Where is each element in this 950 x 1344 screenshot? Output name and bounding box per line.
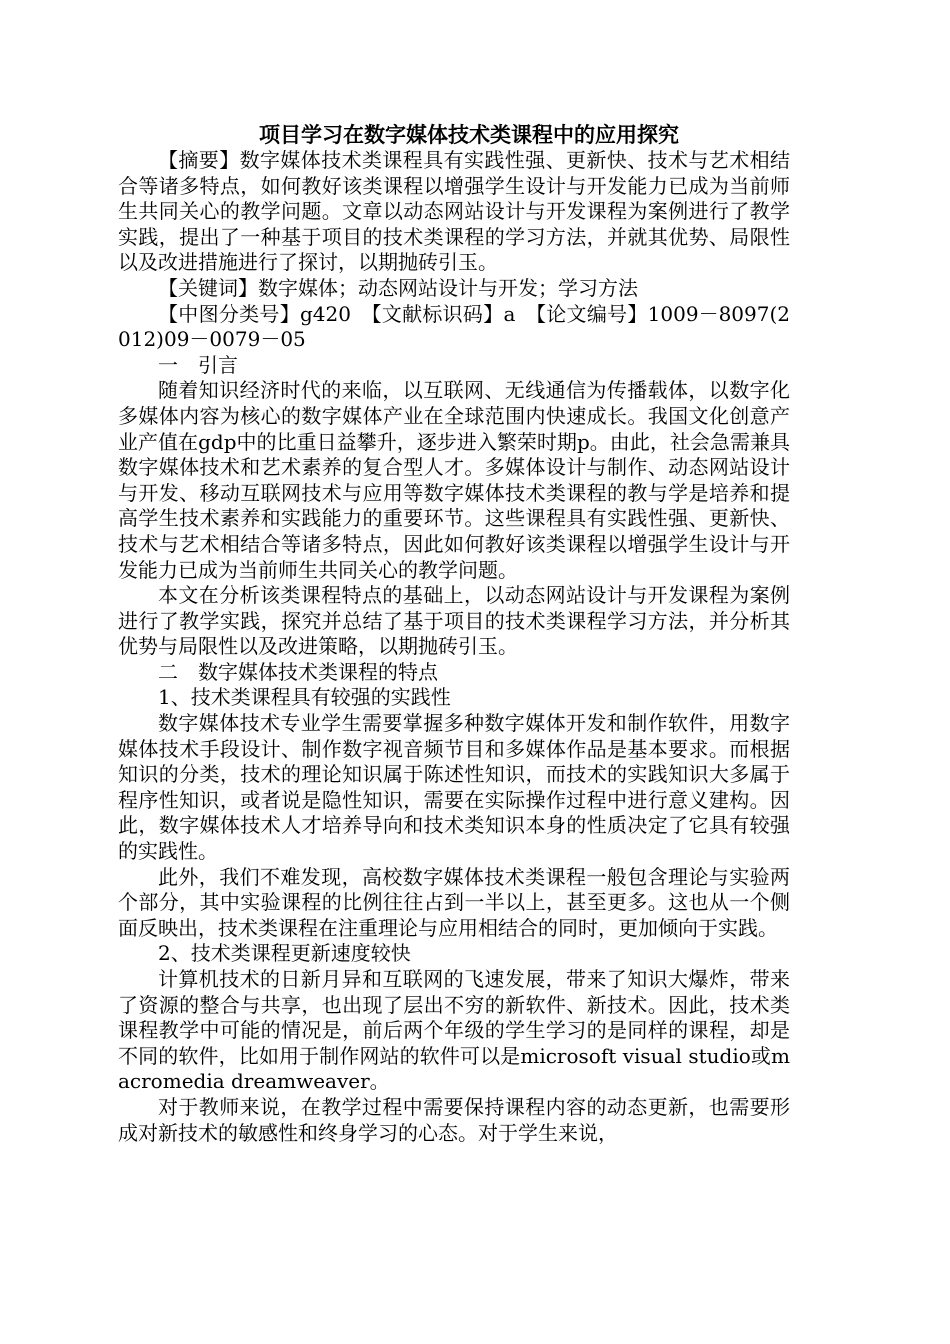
abstract-paragraph: 【摘要】数字媒体技术类课程具有实践性强、更新快、技术与艺术相结合等诸多特点，如何教好该类课程以增强学生设计与开发能力已成为当前师生共同关心的教学问题。文章以动态网站设计与开发课程为案例进行了教学实践，提出了一种基于项目的技术类课程的学习方法，并就其优势、局限性以及改进措施进行了探讨，以期抛砖引玉。: [118, 148, 790, 275]
keywords-paragraph: 【关键词】数字媒体；动态网站设计与开发；学习方法: [158, 275, 638, 300]
subsection-heading-update-speed: 2、技术类课程更新速度较快: [158, 941, 411, 966]
subsection-heading-practicality: 1、技术类课程具有较强的实践性: [158, 685, 451, 710]
body-paragraph: 数字媒体技术专业学生需要掌握多种数字媒体开发和制作软件，用数字媒体技术手段设计、制作数字视音频节目和多媒体作品是基本要求。而根据知识的分类，技术的理论知识属于陈述性知识，而技术的实践知识大多属于程序性知识，或者说是隐性知识，需要在实际操作过程中进行意义建构。因此，数字媒体技术人才培养导向和技术类知识本身的性质决定了它具有较强的实践性。: [118, 711, 790, 864]
body-paragraph: 计算机技术的日新月异和互联网的飞速发展，带来了知识大爆炸，带来了资源的整合与共享，也出现了层出不穷的新软件、新技术。因此，技术类课程教学中可能的情况是，前后两个年级的学生学习的是同样的课程，却是不同的软件，比如用于制作网站的软件可以是microsoft visual studio或macromedia dreamweaver。: [118, 967, 790, 1094]
body-paragraph: 此外，我们不难发现，高校数字媒体技术类课程一般包含理论与实验两个部分，其中实验课程的比例往往占到一半以上，甚至更多。这也从一个侧面反映出，技术类课程在注重理论与应用相结合的同时，更加倾向于实践。: [118, 864, 790, 940]
body-paragraph: 对于教师来说，在教学过程中需要保持课程内容的动态更新，也需要形成对新技术的敏感性和终身学习的心态。对于学生来说，: [118, 1094, 790, 1145]
section-heading-introduction: 一 引言: [158, 352, 238, 377]
body-paragraph: 本文在分析该类课程特点的基础上，以动态网站设计与开发课程为案例进行了教学实践，探究并总结了基于项目的技术类课程学习方法，并分析其优势与局限性以及改进策略，以期抛砖引玉。: [118, 583, 790, 659]
classification-paragraph: 【中图分类号】g420 【文献标识码】a 【论文编号】1009－8097(2012)09－0079－05: [118, 301, 790, 352]
document-title: 项目学习在数字媒体技术类课程中的应用探究: [259, 122, 679, 147]
document-page: [118, 122, 790, 1146]
section-heading-characteristics: 二 数字媒体技术类课程的特点: [158, 659, 438, 684]
body-paragraph: 随着知识经济时代的来临，以互联网、无线通信为传播载体，以数字化多媒体内容为核心的数字媒体产业在全球范围内快速成长。我国文化创意产业产值在gdp中的比重日益攀升，逐步进入繁荣时期p。由此，社会急需兼具数字媒体技术和艺术素养的复合型人才。多媒体设计与制作、动态网站设计与开发、移动互联网技术与应用等数字媒体技术类课程的教与学是培养和提高学生技术素养和实践能力的重要环节。这些课程具有实践性强、更新快、技术与艺术相结合等诸多特点，因此如何教好该类课程以增强学生设计与开发能力已成为当前师生共同关心的教学问题。: [118, 378, 790, 582]
